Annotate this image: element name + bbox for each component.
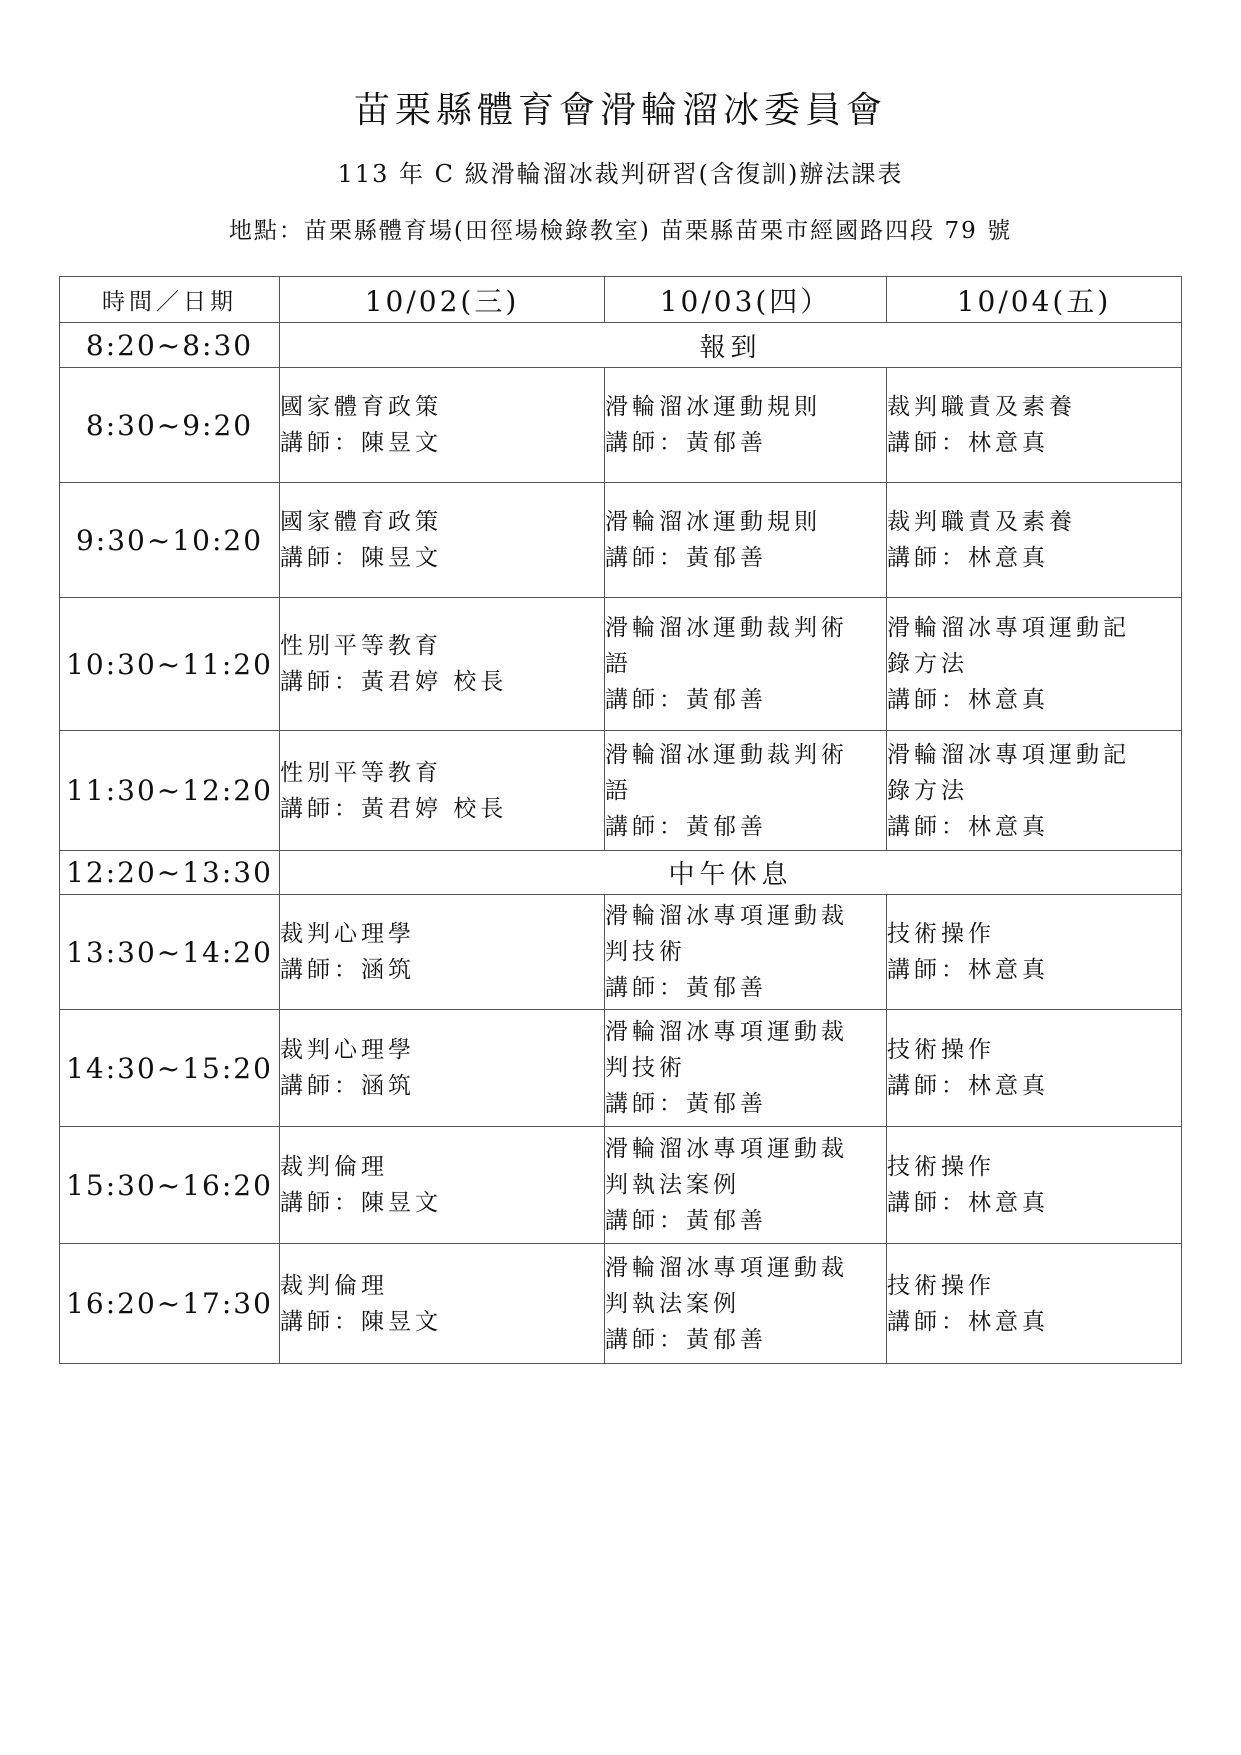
time-slot: 10:30~11:20: [60, 598, 280, 731]
course-name-line: 國家體育政策: [280, 394, 442, 420]
schedule-row: [60, 323, 1182, 368]
instructor-line: 講師：黃郁善: [605, 1091, 767, 1117]
instructor-line: 講師：黃郁善: [605, 430, 767, 456]
instructor-line: 講師：林意真: [887, 1308, 1049, 1335]
course-cell: [280, 895, 605, 1010]
schedule-header: [60, 277, 1182, 323]
column-header-time-date: 時間／日期: [60, 277, 280, 323]
instructor-line: 講師：陳昱文: [280, 1190, 442, 1216]
course-name-line: 性別平等教育: [280, 759, 442, 786]
instructor-line: 講師：陳昱文: [280, 430, 442, 456]
column-header-day-3: 10/04(五): [887, 277, 1182, 323]
course-name-line: 判技術: [605, 1055, 686, 1081]
instructor-line: 講師：林意真: [887, 1073, 1049, 1099]
course-name-line: 滑輪溜冰運動規則: [605, 394, 821, 420]
course-cell: [280, 1244, 605, 1364]
time-slot: 12:20~13:30: [60, 851, 280, 895]
instructor-line: 講師：涵筑: [280, 1073, 415, 1099]
time-slot: 13:30~14:20: [60, 895, 280, 1010]
page-title: 苗栗縣體育會滑輪溜冰委員會: [353, 90, 887, 131]
course-name-line: 滑輪溜冰運動裁判術: [605, 741, 848, 768]
time-slot: 15:30~16:20: [60, 1127, 280, 1244]
course-cell: [887, 368, 1182, 483]
course-name-line: 滑輪溜冰專項運動裁: [605, 1019, 848, 1045]
course-name-line: 判執法案例: [605, 1172, 740, 1198]
instructor-line: 講師：黃郁善: [605, 975, 767, 1001]
course-cell: [605, 1010, 887, 1127]
course-cell: [887, 1010, 1182, 1127]
instructor-line: 講師：林意真: [887, 430, 1049, 456]
instructor-line: 講師：林意真: [887, 813, 1049, 840]
course-name-line: 性別平等教育: [280, 633, 442, 659]
course-name-line: 技術操作: [887, 1154, 995, 1180]
course-cell: [887, 598, 1182, 731]
schedule-row: [60, 1244, 1182, 1364]
course-name-line: 裁判心理學: [280, 921, 415, 947]
instructor-line: 講師：林意真: [887, 545, 1049, 571]
time-slot: 16:20~17:30: [60, 1244, 280, 1364]
course-name-line: 滑輪溜冰專項運動記: [887, 615, 1130, 641]
time-slot: 11:30~12:20: [60, 731, 280, 851]
instructor-line: 講師：黃君婷 校長: [280, 795, 508, 822]
course-name-line: 語: [605, 651, 632, 677]
instructor-line: 講師：黃郁善: [605, 813, 767, 840]
course-name-line: 滑輪溜冰運動裁判術: [605, 615, 848, 641]
time-slot: 9:30~10:20: [60, 483, 280, 598]
course-cell: [887, 895, 1182, 1010]
instructor-line: 講師：黃郁善: [605, 545, 767, 571]
time-slot: 14:30~15:20: [60, 1010, 280, 1127]
schedule-body: [60, 323, 1182, 1364]
course-cell: [280, 483, 605, 598]
instructor-line: 講師：涵筑: [280, 957, 415, 983]
full-day-event-cell: 中午休息: [280, 851, 1182, 895]
course-name-line: 裁判職責及素養: [887, 509, 1076, 535]
course-cell: [605, 1244, 887, 1364]
instructor-line: 講師：黃郁善: [605, 687, 767, 713]
instructor-line: 講師：黃郁善: [605, 1208, 767, 1234]
schedule-row: [60, 1010, 1182, 1127]
course-cell: [605, 368, 887, 483]
schedule-row: [60, 1127, 1182, 1244]
course-name-line: 國家體育政策: [280, 509, 442, 535]
schedule-header-row: [60, 277, 1182, 323]
course-cell: [605, 1127, 887, 1244]
column-header-day-2: 10/03(四）: [605, 277, 887, 323]
instructor-line: 講師：林意真: [887, 1190, 1049, 1216]
instructor-line: 講師：林意真: [887, 957, 1049, 983]
course-cell: [887, 1244, 1182, 1364]
full-day-event-cell: 報到: [280, 323, 1182, 368]
course-cell: [605, 483, 887, 598]
time-slot: 8:30~9:20: [60, 368, 280, 483]
course-cell: [280, 368, 605, 483]
course-name-line: 技術操作: [887, 1037, 995, 1063]
schedule-table: [59, 276, 1182, 1364]
course-cell: [887, 731, 1182, 851]
course-cell: [605, 895, 887, 1010]
course-name-line: 裁判心理學: [280, 1037, 415, 1063]
instructor-line: 講師：黃郁善: [605, 1326, 767, 1353]
course-cell: [605, 598, 887, 731]
course-cell: [280, 1010, 605, 1127]
course-name-line: 語: [605, 777, 632, 804]
course-name-line: 技術操作: [887, 1272, 995, 1299]
schedule-row: [60, 731, 1182, 851]
course-cell: [280, 598, 605, 731]
course-name-line: 錄方法: [887, 777, 968, 804]
course-name-line: 裁判倫理: [280, 1272, 388, 1299]
page-subtitle: 113 年 C 級滑輪溜冰裁判研習(含復訓)辦法課表: [337, 160, 904, 188]
schedule-row: [60, 483, 1182, 598]
course-name-line: 滑輪溜冰專項運動裁: [605, 903, 848, 929]
course-cell: [280, 731, 605, 851]
instructor-line: 講師：陳昱文: [280, 545, 442, 571]
course-name-line: 滑輪溜冰專項運動裁: [605, 1254, 848, 1281]
schedule-row: [60, 851, 1182, 895]
instructor-line: 講師：黃君婷 校長: [280, 669, 508, 695]
instructor-line: 講師：林意真: [887, 687, 1049, 713]
course-name-line: 裁判倫理: [280, 1154, 388, 1180]
time-slot: 8:20~8:30: [60, 323, 280, 368]
course-name-line: 判執法案例: [605, 1290, 740, 1317]
schedule-row: [60, 368, 1182, 483]
schedule-row: [60, 598, 1182, 731]
column-header-day-1: 10/02(三): [280, 277, 605, 323]
course-name-line: 滑輪溜冰專項運動裁: [605, 1136, 848, 1162]
course-name-line: 滑輪溜冰專項運動記: [887, 741, 1130, 768]
location-line: 地點：苗栗縣體育場(田徑場檢錄教室) 苗栗縣苗栗市經國路四段 79 號: [228, 218, 1013, 244]
schedule-row: [60, 895, 1182, 1010]
course-cell: [887, 483, 1182, 598]
course-name-line: 錄方法: [887, 651, 968, 677]
course-name-line: 判技術: [605, 939, 686, 965]
course-cell: [280, 1127, 605, 1244]
course-name-line: 裁判職責及素養: [887, 394, 1076, 420]
course-cell: [605, 731, 887, 851]
course-cell: [887, 1127, 1182, 1244]
course-name-line: 技術操作: [887, 921, 995, 947]
course-name-line: 滑輪溜冰運動規則: [605, 509, 821, 535]
instructor-line: 講師：陳昱文: [280, 1308, 442, 1335]
